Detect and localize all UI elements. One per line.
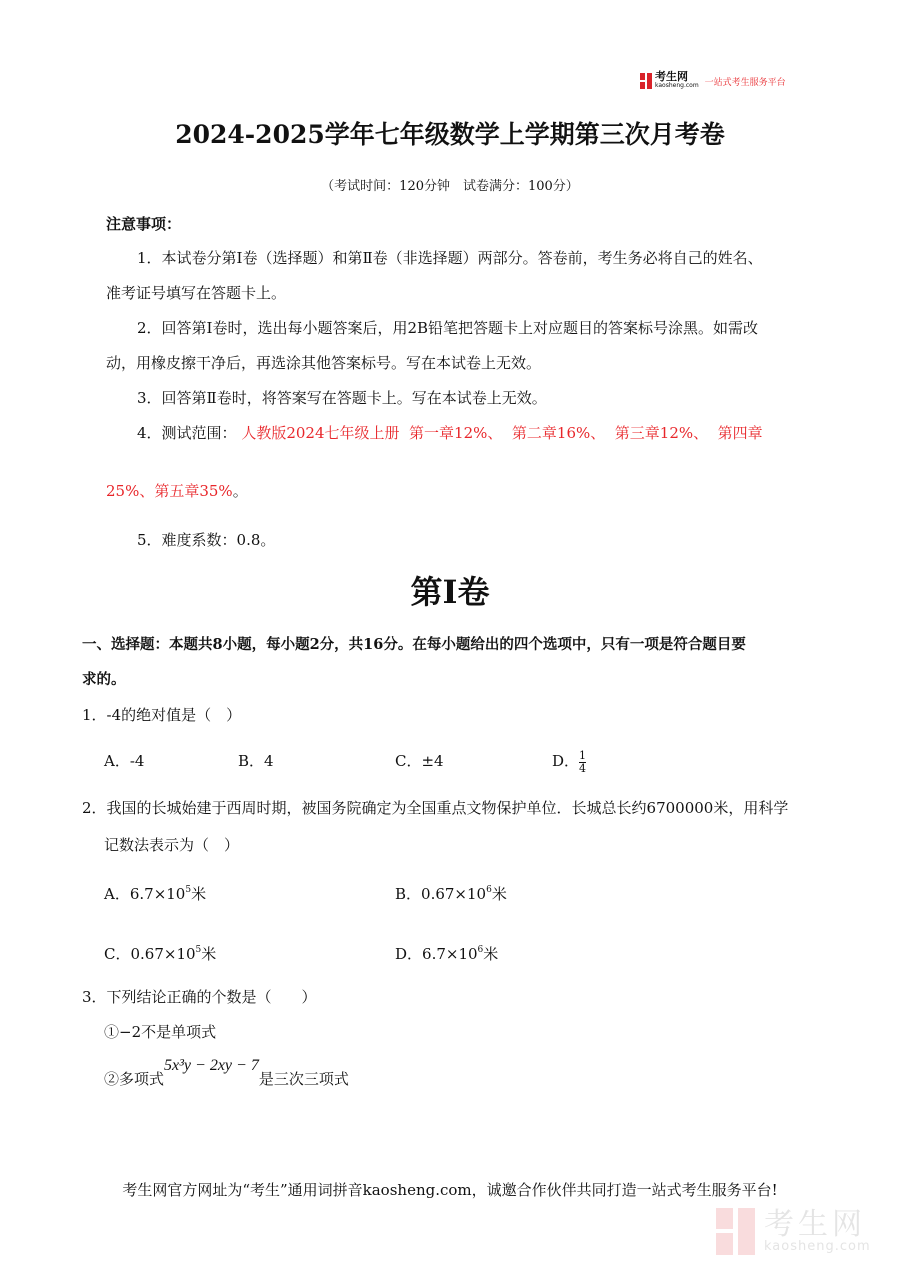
q3-statement-2: ②多项式5x³y − 2xy − 7是三次三项式 xyxy=(104,1057,349,1088)
scope-text-cont: 25%、第五章35% xyxy=(106,482,233,500)
part-title: 第Ⅰ卷 xyxy=(410,573,490,611)
notice-heading: 注意事项： xyxy=(106,215,182,233)
notice-item-3: 3．回答第Ⅱ卷时，将答案写在答题卡上。写在本试卷上无效。 xyxy=(137,389,547,407)
q1-option-d: D． $\frac{1}{4}$ xyxy=(552,748,587,775)
notice-item-1: 1．本试卷分第Ⅰ卷（选择题）和第Ⅱ卷（非选择题）两部分。答卷前，考生务必将自己的姓名、 xyxy=(137,249,763,267)
logo-brand: 考生网 xyxy=(655,70,688,83)
notice-item-2-cont: 动，用橡皮擦干净后，再选涂其他答案标号。写在本试卷上无效。 xyxy=(106,354,542,372)
q1-option-c: C．±4 xyxy=(395,752,444,770)
q3-statement-1: ①−2不是单项式 xyxy=(104,1023,217,1041)
q1-stem: 1．-4的绝对值是（ ） xyxy=(82,706,242,724)
notice-item-4 xyxy=(137,423,763,443)
q2-option-d: D．$6.7\times 10^6$米 xyxy=(395,945,499,963)
watermark-brand: 考生网 xyxy=(764,1206,866,1242)
notice-item-5: 5．难度系数：0.8。 xyxy=(137,531,276,549)
notice-item-1-cont: 准考证号填写在答题卡上。 xyxy=(106,284,287,302)
footer-text: 考生网官方网址为“考生”通用词拼音kaosheng.com，诚邀合作伙伴共同打造一站式考生服务平台! xyxy=(122,1181,778,1199)
notice-item-4-cont xyxy=(106,481,248,501)
scope-end: 。 xyxy=(232,482,248,500)
watermark-domain: kaosheng.com xyxy=(764,1238,871,1254)
q2-stem: 2．我国的长城始建于西周时期，被国务院确定为全国重点文物保护单位．长城总长约6700000米，用科学 xyxy=(82,799,789,817)
watermark-mark-icon xyxy=(716,1208,756,1255)
section-heading-cont: 求的。 xyxy=(82,671,126,688)
fraction: $\frac{1}{4}$ xyxy=(579,748,587,775)
logo-slogan: 一站式考生服务平台 xyxy=(704,77,786,88)
polynomial-expression: 5x³y − 2xy − 7 xyxy=(164,1057,259,1074)
q3-stem: 3．下列结论正确的个数是（ ） xyxy=(82,988,317,1006)
section-heading: 一、选择题：本题共8小题，每小题2分，共16分。在每小题给出的四个选项中，只有一项是符合题目要 xyxy=(82,636,746,653)
exam-title: 2024-2025学年七年级数学上学期第三次月考卷 xyxy=(175,120,725,149)
header-logo xyxy=(640,72,786,90)
notice-item-2: 2．回答第Ⅰ卷时，选出每小题答案后，用2B铅笔把答题卡上对应题目的答案标号涂黑。如需改 xyxy=(137,319,759,337)
q1-option-b: B．4 xyxy=(238,752,274,770)
exam-subtitle: （考试时间：120分钟 试卷满分：100分） xyxy=(321,179,579,194)
q2-option-c: C．$0.67\times 10^5$米 xyxy=(104,945,217,963)
scope-text: 人教版2024七年级上册 第一章12%、 第二章16%、 第三章12%、 第四章 xyxy=(241,424,763,442)
q2-option-b: B．$0.67\times 10^6$米 xyxy=(395,885,507,903)
q2-stem-cont: 记数法表示为（ ） xyxy=(104,836,240,854)
q1-option-a: A．-4 xyxy=(104,752,145,770)
logo-domain: kaosheng.com xyxy=(655,82,699,89)
scope-label: 4．测试范围： xyxy=(137,424,237,442)
watermark-logo xyxy=(716,1208,871,1255)
q2-option-a: A．$6.7\times 10^5$米 xyxy=(104,885,207,903)
logo-mark-icon xyxy=(640,73,652,89)
